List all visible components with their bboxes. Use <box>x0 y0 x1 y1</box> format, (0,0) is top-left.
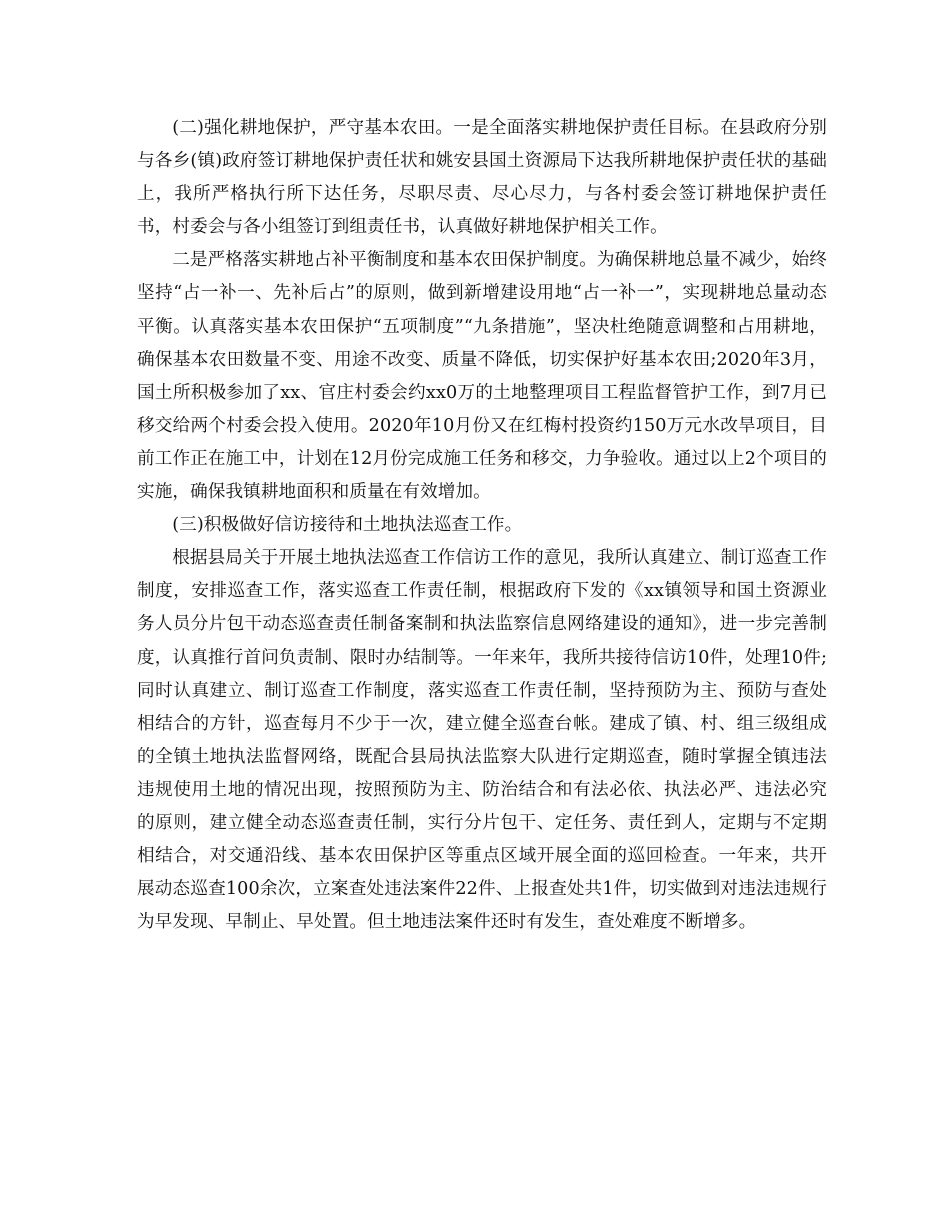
paragraph-inspection-work: 根据县局关于开展土地执法巡查工作信访工作的意见，我所认真建立、制订巡查工作制度，安排巡查工作，落实巡查工作责任制，根据政府下发的《xx镇领导和国土资源业务人员分片包干动态巡查责任制备案制和执法监察信息网络建设的通知》，进一步完善制度，认真推行首问负责制、限时办结制等。一年来年，我所共接待信访10件，处理10件;同时认真建立、制订巡查工作制度，落实巡查工作责任制，坚持预防为主、预防与查处相结合的方针，巡查每月不少于一次，建立健全巡查台帐。建成了镇、村、组三级组成的全镇土地执法监督网络，既配合县局执法监察大队进行定期巡查，随时掌握全镇违法违规使用土地的情况出现，按照预防为主、防治结合和有法必依、执法必严、违法必究的原则，建立健全动态巡查责任制，实行分片包干、定任务、责任到人，定期与不定期相结合，对交通沿线、基本农田保护区等重点区域开展全面的巡回检查。一年来，共开展动态巡查100余次，立案查处违法案件22件、上报查处共1件，切实做到对违法违规行为早发现、早制止、早处置。但土地违法案件还时有发生，查处难度不断增多。 <box>137 548 827 933</box>
paragraph-balance-system: 二是严格落实耕地占补平衡制度和基本农田保护制度。为确保耕地总量不减少，始终坚持“占一补一、先补后占”的原则，做到新增建设用地“占一补一”，实现耕地总量动态平衡。认真落实基本农田保护“五项制度”“九条措施”，坚决杜绝随意调整和占用耕地，确保基本农田数量不变、用途不改变、质量不降低，切实保护好基本农田;2020年3月，国土所积极参加了xx、官庄村委会约xx0万的土地整理项目工程监督管护工作，到7月已移交给两个村委会投入使用。2020年10月份又在红梅村投资约150万元水改旱项目，目前工作正在施工中，计划在12月份完成施工任务和移交，力争验收。通过以上2个项目的实施，确保我镇耕地面积和质量在有效增加。 <box>137 250 827 503</box>
document-body <box>137 112 827 939</box>
section-heading-petition-inspection: (三)积极做好信访接待和土地执法巡查工作。 <box>172 515 523 536</box>
paragraph-farmland-protection: (二)强化耕地保护，严守基本农田。一是全面落实耕地保护责任目标。在县政府分别与各乡(镇)政府签订耕地保护责任状和姚安县国土资源局下达我所耕地保护责任状的基础上，我所严格执行所下达任务，尽职尽责、尽心尽力，与各村委会签订耕地保护责任书，村委会与各小组签订到组责任书，认真做好耕地保护相关工作。 <box>137 118 827 238</box>
